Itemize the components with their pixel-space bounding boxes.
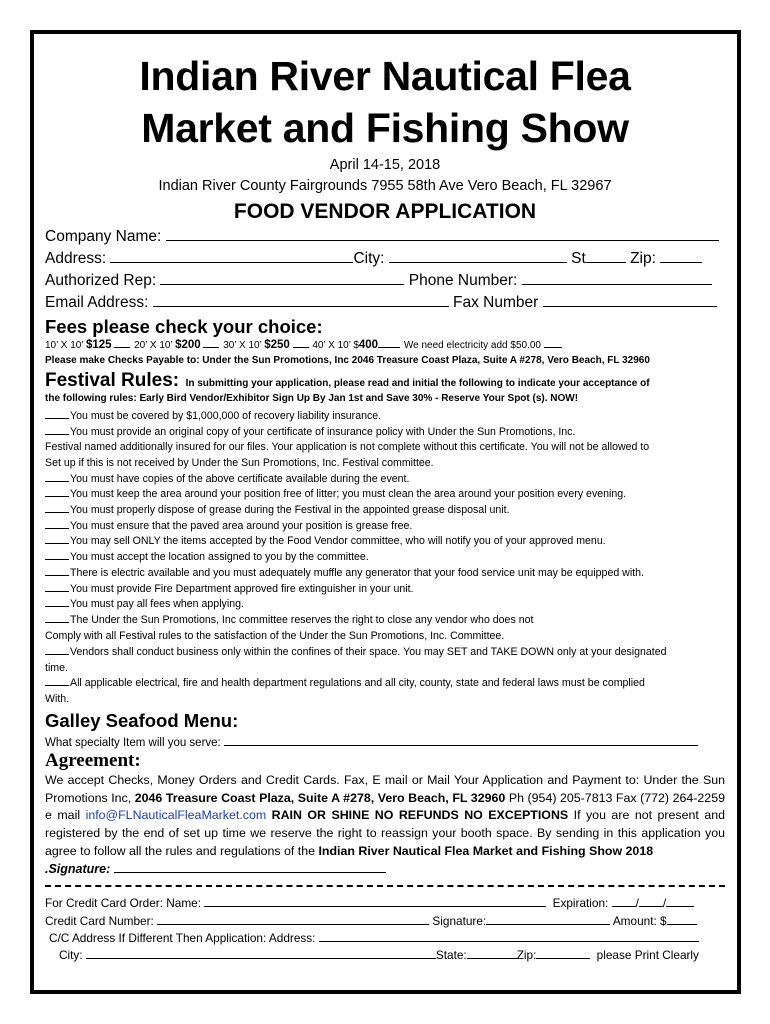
- zip-label: Zip:: [630, 250, 656, 267]
- rules-intro-2: the following rules: Early Bird Vendor/Exhibitor Sign Up By Jan 1st and Save 30% - Reserve Your Spot (s). NOW!: [45, 393, 579, 404]
- rule-text: You may sell ONLY the items accepted by the Food Vendor committee, who will notify you of your approved menu.: [70, 535, 606, 547]
- rule-text: Comply with all Festival rules to the satisfaction of the Under the Sun Promotions, Inc. Committee.: [45, 630, 505, 642]
- rule-item: [45, 410, 381, 422]
- address-label: Address:: [45, 250, 107, 267]
- agreement-text-part1: We accept Checks, Money Orders and Credit Cards. Fax, E mail or Mail Your Application and Payment to: Under the Sun Promotions Inc,: [45, 773, 725, 805]
- rule-item: [45, 441, 649, 453]
- rule-initial-field[interactable]: [45, 598, 69, 607]
- rule-text: Vendors shall conduct business only within the confines of their space. You may SET and TAKE DOWN only at your designated: [70, 646, 667, 658]
- address-row: [45, 250, 702, 268]
- rule-item: [45, 693, 69, 705]
- rule-text: You must have copies of the above certificate available during the event.: [70, 473, 410, 485]
- cc-number-field[interactable]: [157, 912, 429, 925]
- fee-size-10x10: 10’ X 10’: [45, 340, 84, 351]
- rules-heading-row: [45, 370, 650, 392]
- rule-item: [45, 488, 626, 500]
- rule-item: [45, 677, 645, 689]
- fax-label: Fax Number: [453, 294, 539, 311]
- email-field[interactable]: [153, 294, 449, 307]
- rule-initial-field[interactable]: [45, 520, 69, 529]
- rule-item: [45, 457, 434, 469]
- event-dates: April 14-15, 2018: [329, 157, 441, 173]
- agreement-heading: Agreement:: [45, 750, 141, 771]
- page-title-line1: Indian River Nautical Flea: [139, 53, 631, 99]
- cc-print-note: please Print Clearly: [596, 948, 699, 962]
- cc-address-row: [49, 929, 699, 945]
- electricity-check[interactable]: [544, 339, 562, 348]
- cc-expiration-label: Expiration:: [552, 896, 609, 910]
- company-name-label: Company Name:: [45, 228, 162, 245]
- fee-size-30x10: 30’ X 10’: [223, 340, 262, 351]
- cc-signature-label: Signature:: [432, 914, 487, 928]
- event-venue: Indian River County Fairgrounds 7955 58th Ave Vero Beach, FL 32967: [158, 178, 612, 194]
- rules-heading: Festival Rules:: [45, 370, 180, 391]
- menu-question-row: [45, 733, 698, 749]
- menu-question-label: What specialty Item will you serve:: [45, 737, 221, 749]
- address-field[interactable]: [110, 250, 353, 263]
- company-name-row: [45, 228, 719, 246]
- rule-text: The Under the Sun Promotions, Inc committee reserves the right to close any vendor who does not: [70, 614, 534, 626]
- fee-check-10x10[interactable]: [114, 339, 130, 348]
- fees-heading: Fees please check your choice:: [45, 316, 323, 337]
- rule-text: Set up if this is not received by Under the Sun Promotions, Inc. Festival committee.: [45, 457, 434, 469]
- rule-text: You must properly dispose of grease during the Festival in the appointed grease disposal unit.: [70, 504, 510, 516]
- menu-specialty-field[interactable]: [224, 733, 698, 746]
- cc-address-label: C/C Address If Different Then Application: Address:: [49, 931, 316, 945]
- fee-check-20x10[interactable]: [203, 339, 219, 348]
- menu-heading: Galley Seafood Menu:: [45, 710, 239, 731]
- authorized-rep-label: Authorized Rep:: [45, 272, 157, 289]
- rule-text: There is electric available and you must adequately muffle any generator that your food service unit may be equipped with.: [70, 567, 644, 579]
- rule-item: [45, 426, 575, 438]
- rule-initial-field[interactable]: [45, 677, 69, 686]
- cc-city-field[interactable]: [86, 946, 436, 959]
- rule-initial-field[interactable]: [45, 646, 69, 655]
- signature-row: [45, 860, 386, 876]
- checks-payable-note: Please make Checks Payable to: Under the Sun Promotions, Inc 2046 Treasure Coast Plaza, Suite A #278, Vero Beach, FL 32960: [45, 355, 650, 366]
- rule-item: [45, 646, 667, 658]
- rule-item: [45, 520, 412, 532]
- agreement-mailing-address: 2046 Treasure Coast Plaza, Suite A #278, Vero Beach, FL 32960: [134, 790, 506, 805]
- rule-text: With.: [45, 693, 70, 705]
- city-label: City:: [353, 250, 385, 267]
- contact-email-link[interactable]: info@FLNauticalFleaMarket.com: [85, 808, 267, 823]
- rule-item: [45, 614, 533, 626]
- cc-name-field[interactable]: [204, 894, 546, 907]
- rule-text: time.: [45, 662, 68, 674]
- authorized-rep-field[interactable]: [160, 272, 404, 285]
- cc-amount-field[interactable]: [667, 912, 697, 925]
- agreement-show-name: Indian River Nautical Flea Market and Fishing Show 2018: [318, 843, 654, 858]
- cc-city-label: City:: [59, 948, 83, 962]
- rule-item: [45, 662, 68, 674]
- rule-initial-field[interactable]: [45, 488, 69, 497]
- cc-zip-field[interactable]: [536, 946, 590, 959]
- cc-number-label: Credit Card Number:: [45, 914, 154, 928]
- rule-item: [45, 598, 244, 610]
- rule-text: You must provide an original copy of your certificate of insurance policy with Under the Sun Promotions, Inc.: [70, 426, 576, 438]
- rule-text: You must be covered by $1,000,000 of recovery liability insurance.: [70, 410, 382, 422]
- fee-price-10x10: $125: [85, 339, 112, 351]
- rule-item: [45, 583, 414, 595]
- cc-state-field[interactable]: [467, 946, 517, 959]
- cc-name-label: For Credit Card Order: Name:: [45, 896, 202, 910]
- rule-initial-field[interactable]: [45, 551, 69, 560]
- page-title-line2: Market and Fishing Show: [141, 105, 629, 151]
- no-refund-notice: RAIN OR SHINE NO REFUNDS NO EXCEPTIONS: [266, 808, 569, 823]
- rule-initial-field[interactable]: [45, 504, 69, 513]
- cc-signature-field[interactable]: [486, 912, 610, 925]
- zip-field[interactable]: [660, 250, 702, 263]
- rule-item: [45, 473, 409, 485]
- rule-item: [45, 535, 606, 547]
- fee-check-30x10[interactable]: [293, 339, 309, 348]
- rep-row: [45, 272, 712, 290]
- rule-text: All applicable electrical, fire and health department regulations and all city, county, state and federal laws must be complied: [70, 677, 645, 689]
- rule-item: [45, 567, 644, 579]
- cc-address-field[interactable]: [319, 929, 699, 942]
- rule-initial-field[interactable]: [45, 426, 69, 435]
- agreement-text: [45, 772, 725, 861]
- cc-exp-month-field[interactable]: [612, 894, 636, 907]
- fee-price-30x10: $250: [264, 339, 290, 351]
- electricity-note: We need electricity add $50.00: [403, 340, 541, 351]
- rule-initial-field[interactable]: [45, 583, 69, 592]
- rule-text: Festival named additionally insured for our files. Your application is not complete without this certificate. You will not be allowed to: [45, 441, 650, 453]
- cc-amount-label: Amount: $: [612, 914, 667, 928]
- rule-text: You must pay all fees when applying.: [70, 598, 244, 610]
- rule-text: You must accept the location assigned to you by the committee.: [70, 551, 369, 563]
- cc-state-label: State:: [435, 948, 467, 962]
- cut-line-divider: [45, 885, 725, 887]
- phone-field[interactable]: [522, 272, 712, 285]
- cc-exp-day-field[interactable]: [639, 894, 663, 907]
- fee-size-40x10: 40’ X 10’ $: [312, 340, 359, 351]
- fee-price-40x10: 400: [358, 339, 379, 351]
- rule-text: You must provide Fire Department approved fire extinguisher in your unit.: [70, 583, 414, 595]
- company-name-field[interactable]: [166, 228, 719, 241]
- phone-label: Phone Number:: [408, 272, 518, 289]
- rules-intro: In submitting your application, please read and initial the following to indicate your acceptance of: [185, 378, 650, 389]
- rule-text: You must keep the area around your position free of litter; you must clean the area around your position every evening.: [70, 488, 627, 500]
- cc-number-row: [45, 912, 697, 928]
- cc-exp-year-field[interactable]: [666, 894, 694, 907]
- rule-item: [45, 551, 369, 563]
- rule-initial-field[interactable]: [45, 410, 69, 419]
- state-field[interactable]: [586, 250, 626, 263]
- rule-item: [45, 630, 504, 642]
- signature-field[interactable]: [114, 860, 386, 873]
- signature-label: .Signature:: [45, 862, 111, 876]
- cc-zip-label: Zip:: [516, 948, 537, 962]
- fee-size-20x10: 20’ X 10’: [134, 340, 173, 351]
- email-label: Email Address:: [45, 294, 149, 311]
- rule-initial-field[interactable]: [45, 567, 69, 576]
- rule-initial-field[interactable]: [45, 614, 69, 623]
- rule-item: [45, 504, 510, 516]
- agreement-text-part2: Ph (954) 205-7813 Fax (772) 264-2259 e mail: [45, 790, 725, 823]
- city-field[interactable]: [389, 250, 567, 263]
- email-row: [45, 294, 717, 312]
- fee-check-40x10[interactable]: [378, 339, 400, 348]
- state-label: St: [571, 250, 586, 267]
- rule-initial-field[interactable]: [45, 535, 69, 544]
- fee-price-20x10: $200: [175, 339, 201, 351]
- rule-text: You must ensure that the paved area around your position is grease free.: [70, 520, 413, 532]
- rule-initial-field[interactable]: [45, 473, 69, 482]
- agreement-text-part3: If you are not present and registered by the end of set up time we reserve the right to reassign your booth space. By sending in this application you agree to follow all the rules and regulations of the: [45, 808, 725, 858]
- cc-city-row: [59, 946, 699, 962]
- fax-field[interactable]: [543, 294, 717, 307]
- fees-options-row: [45, 339, 563, 351]
- application-title: FOOD VENDOR APPLICATION: [233, 200, 537, 223]
- cc-name-row: For Credit Card Order: Name: Expiration: / /: [45, 894, 694, 910]
